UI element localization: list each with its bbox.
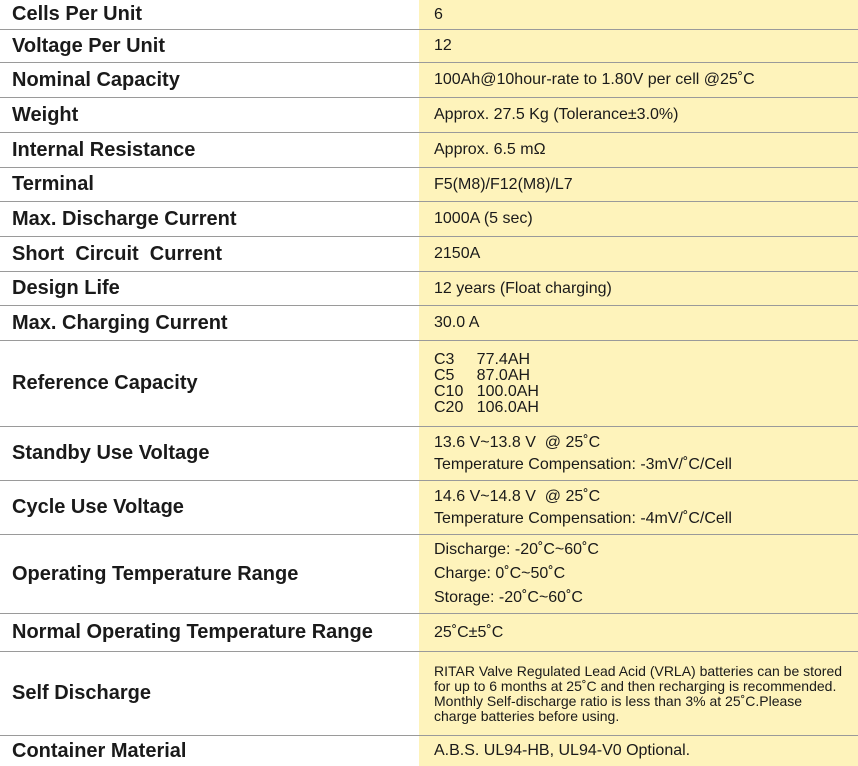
spec-label: Design Life (12, 277, 120, 299)
spec-value (419, 652, 858, 735)
spec-label: Cells Per Unit (12, 3, 143, 25)
spec-row-normal-operating-temperature-range (0, 614, 858, 652)
spec-value-line: Storage: -20˚C~60˚C (434, 589, 583, 606)
spec-row-nominal-capacity (0, 63, 858, 98)
spec-label: Terminal (12, 173, 94, 195)
spec-value (419, 168, 858, 201)
spec-label: Max. Charging Current (12, 311, 228, 334)
spec-value (419, 0, 858, 29)
spec-row-max-charging-current (0, 306, 858, 341)
spec-row-design-life (0, 272, 858, 306)
spec-row-max-discharge-current (0, 202, 858, 237)
spec-value-line: 25˚C±5˚C (434, 623, 504, 641)
spec-row-short-circuit-current (0, 237, 858, 272)
spec-value-line: C3 77.4AH (434, 350, 531, 368)
spec-value-line: Approx. 6.5 mΩ (434, 141, 546, 158)
spec-label: Short Circuit Current (12, 242, 223, 265)
spec-value-line: C5 87.0AH (434, 366, 531, 384)
spec-value-line: 100Ah@10hour-rate to 1.80V per cell @25˚C (434, 71, 755, 88)
spec-row-weight (0, 98, 858, 133)
spec-label: Operating Temperature Range (12, 562, 299, 585)
spec-value-line: C20 106.0AH (434, 398, 539, 416)
spec-row-standby-use-voltage (0, 427, 858, 481)
spec-label: Cycle Use Voltage (12, 496, 184, 518)
spec-row-operating-temperature-range (0, 535, 858, 614)
spec-value (419, 306, 858, 340)
spec-value (419, 272, 858, 305)
spec-value (419, 98, 858, 132)
spec-label: Reference Capacity (12, 372, 198, 394)
spec-row-terminal (0, 168, 858, 202)
spec-label: Container Material (12, 739, 187, 762)
spec-value-line: Approx. 27.5 Kg (Tolerance±3.0%) (434, 106, 679, 123)
spec-value (419, 736, 858, 766)
spec-value-line: 12 years (Float charging) (434, 279, 612, 297)
spec-label: Internal Resistance (12, 138, 196, 161)
spec-label: Voltage Per Unit (12, 34, 165, 57)
spec-label: Self Discharge (12, 682, 151, 704)
spec-value (419, 614, 858, 651)
spec-value-line: 1000A (5 sec) (434, 210, 533, 227)
spec-value-line: 13.6 V~13.8 V @ 25˚C (434, 433, 601, 451)
spec-value (419, 133, 858, 167)
spec-value-line: Discharge: -20˚C~60˚C (434, 541, 599, 558)
spec-value-line: Temperature Compensation: -4mV/˚C/Cell (434, 509, 732, 527)
spec-value-line: A.B.S. UL94-HB, UL94-V0 Optional. (434, 742, 691, 759)
spec-value-line: 30.0 A (434, 314, 480, 331)
spec-label: Max. Discharge Current (12, 207, 237, 230)
spec-value (419, 341, 858, 426)
spec-value-line: 12 (434, 37, 452, 54)
spec-label: Nominal Capacity (12, 68, 180, 91)
spec-value (419, 481, 858, 534)
spec-value-line: 14.6 V~14.8 V @ 25˚C (434, 487, 601, 505)
spec-value-line: Temperature Compensation: -3mV/˚C/Cell (434, 455, 732, 473)
spec-value-line: Charge: 0˚C~50˚C (434, 565, 566, 582)
spec-label: Weight (12, 103, 79, 126)
spec-value-paragraph: RITAR Valve Regulated Lead Acid (VRLA) batteries can be stored for up to 6 months at 25˚C and then recharging is recommended. Monthly Self-discharge ratio is less than 3% at 25˚C.Please charge batteries before using. (434, 662, 843, 724)
spec-value (419, 63, 858, 97)
spec-row-cycle-use-voltage (0, 481, 858, 535)
spec-value (419, 427, 858, 480)
spec-value-line: 2150A (434, 245, 481, 262)
spec-row-voltage-per-unit (0, 30, 858, 63)
spec-label: Standby Use Voltage (12, 442, 210, 464)
spec-row-self-discharge (0, 652, 858, 736)
spec-value (419, 237, 858, 271)
spec-row-cells-per-unit (0, 0, 858, 30)
spec-value (419, 202, 858, 236)
spec-label: Normal Operating Temperature Range (12, 621, 373, 643)
spec-value-line: 6 (434, 5, 443, 23)
spec-row-reference-capacity (0, 341, 858, 427)
spec-value-line: C10 100.0AH (434, 382, 539, 400)
spec-value (419, 30, 858, 62)
spec-value (419, 535, 858, 613)
spec-value-line: F5(M8)/F12(M8)/L7 (434, 175, 573, 193)
spec-row-container-material (0, 736, 858, 766)
spec-row-internal-resistance (0, 133, 858, 168)
